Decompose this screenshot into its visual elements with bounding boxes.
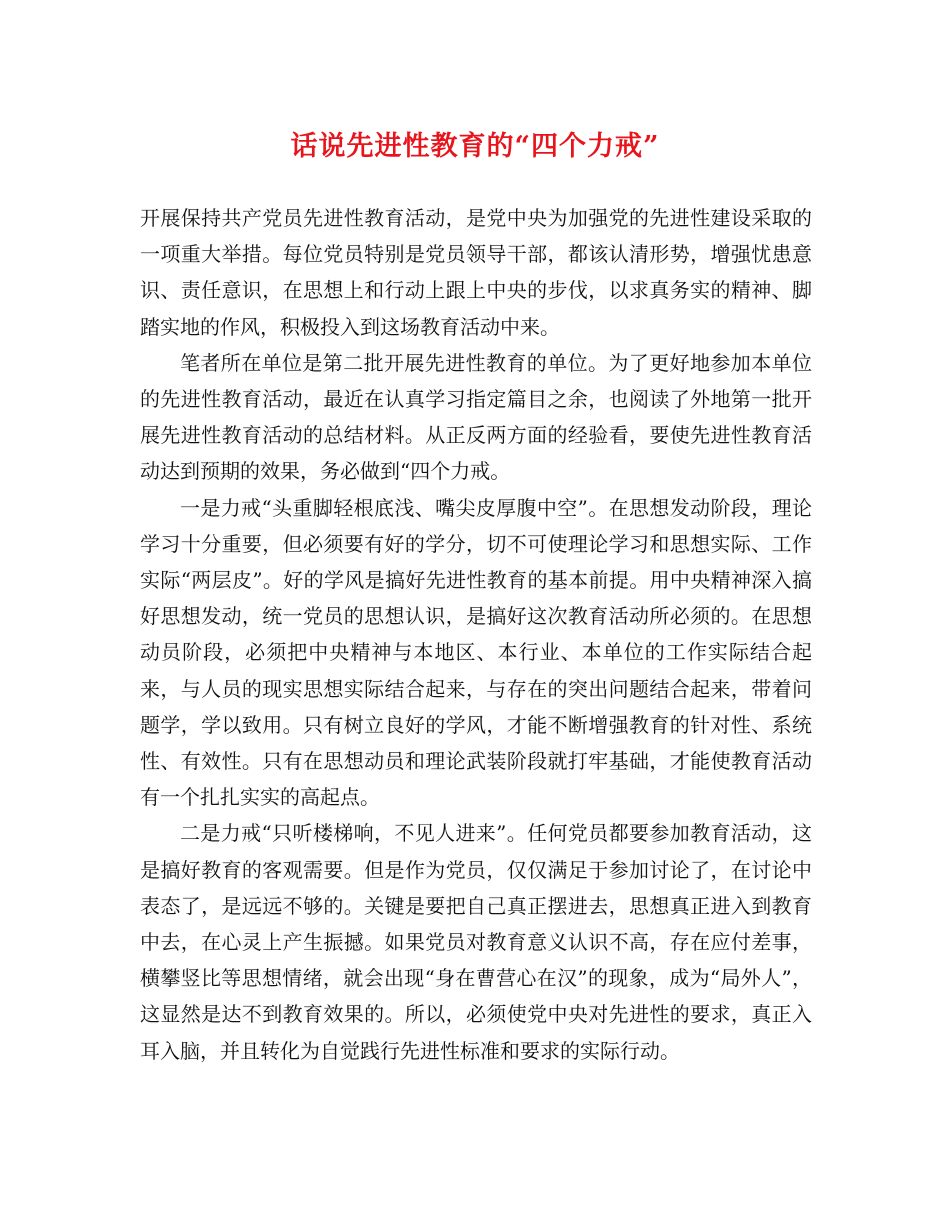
document-title: 话说先进性教育的“四个力戒” [290,131,660,162]
paragraph-intro: 开展保持共产党员先进性教育活动，是党中央为加强党的先进性建设采取的一项重大举措。每位党员特别是党员领导干部，都该认清形势，增强忧患意识、责任意识，在思想上和行动上跟上中央的步伐，以求真务实的精神、脚踏实地的作风，积极投入到这场教育活动中来。 [140,206,812,339]
paragraph-background: 笔者所在单位是第二批开展先进性教育的单位。为了更好地参加本单位的先进性教育活动，最近在认真学习指定篇目之余，也阅读了外地第一批开展先进性教育活动的总结材料。从正反两方面的经验看，要使先进性教育活动达到预期的效果，务必做到“四个力戒。 [140,350,812,484]
document-body [140,200,812,1069]
paragraph-point-one: 一是力戒“头重脚轻根底浅、嘴尖皮厚腹中空”。在思想发动阶段，理论学习十分重要，但必须要有好的学分，切不可使理论学习和思想实际、工作实际“两层皮”。好的学风是搞好先进性教育的基本前提。用中央精神深入搞好思想发动，统一党员的思想认识，是搞好这次教育活动所必须的。在思想动员阶段，必须把中央精神与本地区、本行业、本单位的工作实际结合起来，与人员的现实思想实际结合起来，与存在的突出问题结合起来，带着问题学，学以致用。只有树立良好的学风，才能不断增强教育的针对性、系统性、有效性。只有在思想动员和理论武装阶段就打牢基础，才能使教育活动有一个扎扎实实的高起点。 [140,495,812,810]
paragraph-point-two: 二是力戒“只听楼梯响，不见人进来”。任何党员都要参加教育活动，这是搞好教育的客观需要。但是作为党员，仅仅满足于参加讨论了，在讨论中表态了，是远远不够的。关键是要把自己真正摆进去，思想真正进入到教育中去，在心灵上产生振撼。如果党员对教育意义认识不高，存在应付差事，横攀竖比等思想情绪，就会出现“身在曹营心在汉”的现象，成为“局外人”，这显然是达不到教育效果的。所以，必须使党中央对先进性的要求，真正入耳入脑，并且转化为自觉践行先进性标准和要求的实际行动。 [140,821,812,1063]
